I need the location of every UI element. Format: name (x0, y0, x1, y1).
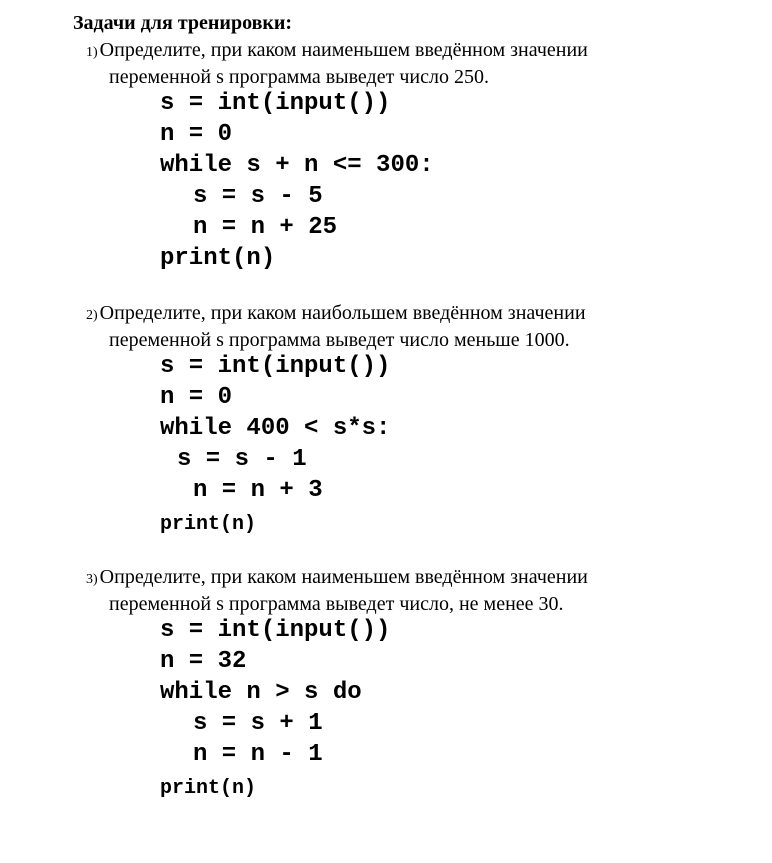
task-1-line-1: Определите, при каком наименьшем введённом значении (99, 39, 588, 61)
code-line: s = s + 1 (193, 710, 323, 737)
task-2-line-1: Определите, при каком наибольшем введённом значении (99, 302, 586, 324)
code-line: s = s - 1 (177, 446, 307, 473)
task-3-line-2: переменной s программа выведет число, не менее 30. (109, 593, 564, 615)
code-line: while s + n <= 300: (160, 152, 434, 179)
code-line: n = 0 (160, 384, 233, 411)
page-heading: Задачи для тренировки: (73, 12, 293, 34)
task-3-code (0, 615, 391, 863)
task-3-statement (86, 565, 588, 617)
code-line: while 400 < s*s: (160, 415, 391, 442)
code-line: print(n) (160, 245, 276, 272)
code-line: print(n) (160, 777, 257, 800)
code-line: n = 32 (160, 648, 247, 675)
code-line: n = n + 25 (193, 214, 338, 241)
code-line: n = n - 1 (193, 741, 323, 768)
code-line: s = int(input()) (160, 353, 391, 380)
task-1-number: 1) (86, 45, 98, 60)
task-3-line-1: Определите, при каком наименьшем введённом значении (99, 566, 588, 588)
code-line: while n > s do (160, 679, 362, 706)
code-line: n = 0 (160, 121, 233, 148)
task-2-number: 2) (86, 308, 98, 323)
task-2-line-2: переменной s программа выведет число меньше 1000. (109, 329, 570, 351)
task-3-number: 3) (86, 572, 98, 587)
task-1-line-2: переменной s программа выведет число 250. (109, 66, 489, 88)
code-line: print(n) (160, 513, 257, 536)
task-2-statement (86, 301, 586, 353)
code-line: n = n + 3 (193, 477, 323, 504)
code-line: s = int(input()) (160, 617, 391, 644)
code-line: s = int(input()) (160, 90, 391, 117)
task-1-statement (86, 38, 588, 90)
code-line: s = s - 5 (193, 183, 323, 210)
